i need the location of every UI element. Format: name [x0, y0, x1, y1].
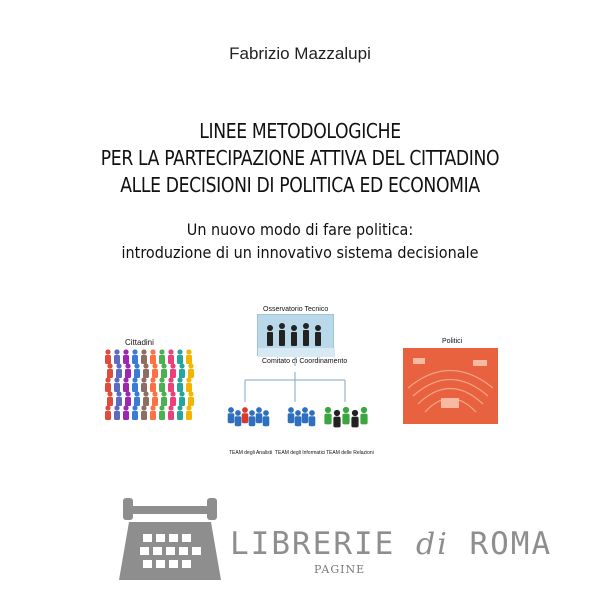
relations-figure: [324, 407, 331, 425]
watermark-text: [230, 526, 552, 562]
analyst-figure: [263, 410, 270, 426]
citizen-figure: [170, 391, 176, 406]
analyst-figure: [235, 410, 242, 426]
citizen-figure: [186, 377, 192, 392]
title-line-2: PER LA PARTECIPAZIONE ATTIVA DEL CITTADINO: [100, 146, 500, 170]
citizen-figure: [141, 405, 147, 420]
citizen-figure: [188, 391, 194, 406]
citizen-figure: [152, 391, 158, 406]
citizen-figure: [186, 405, 192, 420]
typewriter-icon: [115, 492, 225, 584]
watermark-word-librerie: LIBRERIE: [230, 526, 396, 562]
citizen-figure: [179, 363, 185, 378]
citizen-figure: [143, 363, 149, 378]
citizen-figure: [105, 405, 111, 420]
team-informatici-label: TEAM degli Informatici: [275, 450, 326, 456]
cittadini-label: Cittadini: [125, 338, 154, 347]
it-figure: [302, 407, 309, 423]
citizen-figure: [177, 405, 183, 420]
citizen-figure: [159, 405, 165, 420]
citizen-figure: [123, 405, 129, 420]
team-informatici-illustration: [286, 402, 318, 436]
relations-figure: [333, 410, 340, 428]
citizen-figure: [143, 391, 149, 406]
citizen-figure: [168, 405, 174, 420]
citizen-figure: [123, 377, 129, 392]
citizen-figure: [161, 363, 167, 378]
parliament-illustration: [403, 348, 498, 424]
relations-figure: [360, 407, 367, 425]
it-figure: [309, 410, 316, 426]
author-name: Fabrizio Mazzalupi: [229, 44, 371, 63]
analyst-figure: [228, 407, 235, 423]
citizen-figure: [134, 363, 140, 378]
book-title: [42, 118, 558, 199]
analyst-figure: [256, 407, 263, 423]
citizen-figure: [134, 391, 140, 406]
citizen-figure: [141, 377, 147, 392]
subtitle-line-2: introduzione di un innovativo sistema decisionale: [121, 243, 479, 262]
citizen-figure: [123, 349, 129, 364]
citizen-figure: [177, 377, 183, 392]
citizen-figure: [105, 377, 111, 392]
citizen-figure: [150, 349, 156, 364]
citizen-figure: [150, 405, 156, 420]
analyst-figure: [242, 407, 249, 423]
title-line-3: ALLE DECISIONI DI POLITICA ED ECONOMIA: [120, 173, 480, 197]
citizen-figure: [116, 391, 122, 406]
subtitle-line-1: Un nuovo modo di fare politica:: [186, 220, 414, 239]
team-relazioni-illustration: [322, 402, 370, 436]
book-subtitle: [30, 218, 570, 264]
title-line-1: LINEE METODOLOGICHE: [199, 119, 401, 143]
citizen-figure: [116, 363, 122, 378]
osservatorio-label: Osservatorio Tecnico: [263, 306, 329, 313]
citizen-figure: [114, 349, 120, 364]
team-analisti-label: TEAM degli Analisti: [229, 450, 273, 456]
citizen-figure: [105, 349, 111, 364]
citizen-figure: [132, 377, 138, 392]
citizen-figure: [125, 363, 131, 378]
citizen-figure: [132, 349, 138, 364]
citizen-figure: [179, 391, 185, 406]
citizen-figure: [152, 363, 158, 378]
citizen-figure: [168, 377, 174, 392]
citizen-figure: [132, 405, 138, 420]
citizen-figure: [141, 349, 147, 364]
citizen-figure: [186, 349, 192, 364]
citizen-figure: [150, 377, 156, 392]
analyst-figure: [249, 410, 256, 426]
citizen-figure: [170, 363, 176, 378]
it-figure: [288, 407, 295, 423]
citizen-figure: [177, 349, 183, 364]
team-relazioni-label: TEAM delle Relazioni: [326, 450, 374, 456]
crowd-illustration: [103, 348, 195, 424]
citizen-figure: [114, 377, 120, 392]
politici-label: Politici: [442, 338, 463, 345]
watermark-word-di: di: [415, 527, 449, 562]
citizen-figure: [159, 377, 165, 392]
citizen-figure: [161, 391, 167, 406]
citizen-figure: [107, 363, 113, 378]
citizen-figure: [188, 363, 194, 378]
osservatorio-box: [257, 314, 334, 356]
relations-figure: [351, 410, 358, 428]
citizen-figure: [107, 391, 113, 406]
watermark-word-roma: ROMA: [469, 526, 553, 562]
citizen-figure: [168, 349, 174, 364]
citizen-figure: [125, 391, 131, 406]
team-analisti-illustration: [226, 402, 272, 436]
comitato-label: Comitato di Coordinamento: [262, 358, 348, 365]
experts-illustration: [258, 315, 335, 357]
citizen-figure: [159, 349, 165, 364]
it-figure: [295, 410, 302, 426]
citizen-figure: [114, 405, 120, 420]
pagine-logo-text: PAGINE: [314, 563, 366, 576]
relations-figure: [342, 407, 349, 425]
